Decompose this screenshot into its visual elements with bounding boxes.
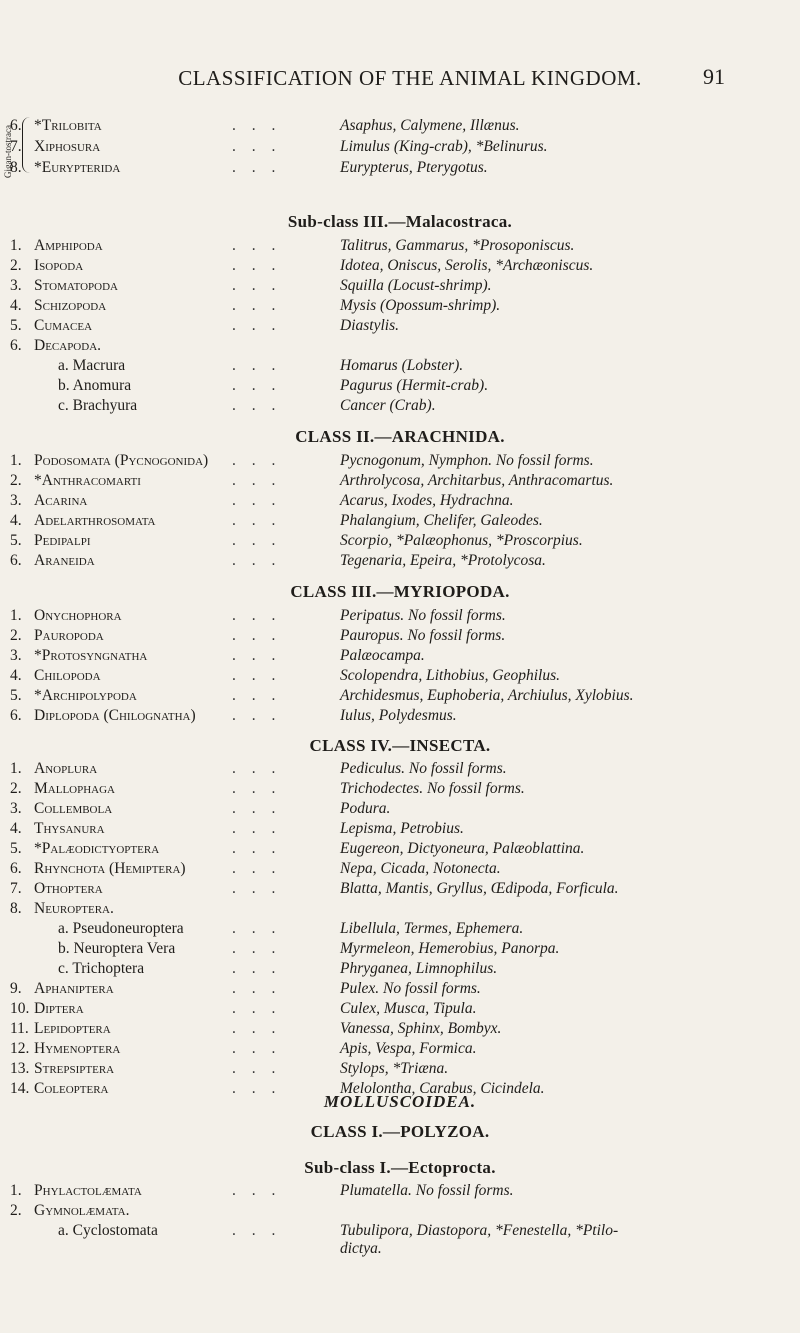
taxon-name: Adelarthrosomata <box>34 512 156 529</box>
taxon-number: 5. <box>10 317 22 334</box>
taxon-row <box>0 257 800 279</box>
taxon-name: Aphaniptera <box>34 980 114 997</box>
taxon-name: Coleoptera <box>34 1080 109 1097</box>
taxon-name: *Trilobita <box>34 117 102 134</box>
taxon-genera: Mysis (Opossum-shrimp). <box>340 297 501 314</box>
taxon-genera: Asaphus, Calymene, Illænus. <box>340 117 520 134</box>
taxon-row <box>0 552 800 574</box>
leader-dots: . . . <box>232 257 282 274</box>
taxon-name: Mallophaga <box>34 780 116 797</box>
taxon-name: Onychophora <box>34 607 122 624</box>
taxon-row <box>0 397 800 419</box>
leader-dots: . . . <box>232 317 282 334</box>
taxon-number: 6. <box>10 337 22 354</box>
taxon-number: 5. <box>10 532 22 549</box>
taxon-genera: Pauropus. No fossil forms. <box>340 627 506 644</box>
gigantostraca-side-label: Gigan-tostraca <box>3 125 13 178</box>
taxon-row <box>0 607 800 629</box>
taxon-genera: Tubulipora, Diastopora, *Fenestella, *Ptilo- <box>340 1222 619 1239</box>
taxon-row <box>0 840 800 862</box>
taxon-row <box>0 940 800 962</box>
taxon-name: c. Brachyura <box>58 397 138 414</box>
leader-dots: . . . <box>232 820 282 837</box>
taxon-number: 6. <box>10 707 22 724</box>
leader-dots: . . . <box>232 1020 282 1037</box>
leader-dots: . . . <box>232 472 282 489</box>
taxon-number: 2. <box>10 627 22 644</box>
taxon-name: Stomatopoda <box>34 277 119 294</box>
leader-dots: . . . <box>232 707 282 724</box>
taxon-number: 12. <box>10 1040 30 1057</box>
leader-dots: . . . <box>232 920 282 937</box>
leader-dots: . . . <box>232 552 282 569</box>
taxon-name: Othoptera <box>34 880 103 897</box>
myriopoda-heading: CLASS III.—MYRIOPODA. <box>290 582 510 601</box>
page-number: 91 <box>703 64 725 89</box>
taxon-genera: Nepa, Cicada, Notonecta. <box>340 860 501 877</box>
leader-dots: . . . <box>232 687 282 704</box>
taxon-row <box>0 1182 800 1204</box>
taxon-row <box>0 860 800 882</box>
leader-dots: . . . <box>232 1222 282 1239</box>
leader-dots: . . . <box>232 647 282 664</box>
taxon-row <box>0 512 800 534</box>
taxon-name: *Protosyngnatha <box>34 647 148 664</box>
leader-dots: . . . <box>232 159 282 176</box>
taxon-name: a. Pseudoneuroptera <box>58 920 184 937</box>
taxon-number: 1. <box>10 1182 22 1199</box>
taxon-number: 2. <box>10 257 22 274</box>
leader-dots: . . . <box>232 237 282 254</box>
insecta-heading: CLASS IV.—INSECTA. <box>309 736 491 755</box>
leader-dots: . . . <box>232 1080 282 1097</box>
taxon-row <box>0 667 800 689</box>
taxon-name: Chilopoda <box>34 667 101 684</box>
taxon-row <box>0 800 800 822</box>
taxon-name: Collembola <box>34 800 113 817</box>
leader-dots: . . . <box>232 940 282 957</box>
taxon-name: Acarina <box>34 492 88 509</box>
taxon-row <box>0 687 800 709</box>
taxon-number: 3. <box>10 277 22 294</box>
taxon-row <box>0 707 800 729</box>
taxon-row <box>0 920 800 942</box>
taxon-name: Neuroptera. <box>34 900 114 917</box>
taxon-name: Gymnolæmata. <box>34 1202 130 1219</box>
taxon-name: Decapoda. <box>34 337 102 354</box>
taxon-row <box>0 960 800 982</box>
malacostraca-heading: Sub-class III.—Malacostraca. <box>287 212 513 231</box>
leader-dots: . . . <box>232 860 282 877</box>
taxon-number: 3. <box>10 492 22 509</box>
taxon-genera: Trichodectes. No fossil forms. <box>340 780 525 797</box>
taxon-number: 3. <box>10 647 22 664</box>
taxon-genera: Iulus, Polydesmus. <box>340 707 457 724</box>
taxon-genera: Pagurus (Hermit-crab). <box>340 377 489 394</box>
leader-dots: . . . <box>232 1040 282 1057</box>
taxon-genera: Vanessa, Sphinx, Bombyx. <box>340 1020 502 1037</box>
taxon-number: 3. <box>10 800 22 817</box>
running-head: CLASSIFICATION OF THE ANIMAL KINGDOM. <box>178 66 642 90</box>
taxon-number: 1. <box>10 452 22 469</box>
taxon-row <box>0 297 800 319</box>
taxon-genera: Limulus (King-crab), *Belinurus. <box>340 138 548 155</box>
taxon-genera: Myrmeleon, Hemerobius, Panorpa. <box>340 940 560 957</box>
taxon-number: 7. <box>10 138 22 155</box>
taxon-name: Amphipoda <box>34 237 103 254</box>
taxon-row <box>0 980 800 1002</box>
taxon-number: 5. <box>10 687 22 704</box>
taxon-number: 9. <box>10 980 22 997</box>
molluscoidea-heading: MOLLUSCOIDEA. <box>323 1092 477 1111</box>
leader-dots: . . . <box>232 492 282 509</box>
taxon-genera: Pycnogonum, Nymphon. No fossil forms. <box>340 452 594 469</box>
taxon-genera: Eugereon, Dictyoneura, Palæoblattina. <box>340 840 585 857</box>
taxon-row <box>0 1040 800 1062</box>
taxon-genera: Cancer (Crab). <box>340 397 436 414</box>
taxon-number: 6. <box>10 552 22 569</box>
taxon-row <box>0 1222 800 1244</box>
taxon-genera: Phalangium, Chelifer, Galeodes. <box>340 512 543 529</box>
taxon-genera: Talitrus, Gammarus, *Prosoponiscus. <box>340 237 575 254</box>
taxon-genera: Eurypterus, Pterygotus. <box>340 159 488 176</box>
taxon-row <box>0 138 800 160</box>
taxon-genera: Tegenaria, Epeira, *Protolycosa. <box>340 552 546 569</box>
taxon-row <box>0 237 800 259</box>
leader-dots: . . . <box>232 880 282 897</box>
taxon-row <box>0 492 800 514</box>
taxon-name: a. Macrura <box>58 357 126 374</box>
leader-dots: . . . <box>232 800 282 817</box>
taxon-row <box>0 159 800 181</box>
taxon-genera: Palæocampa. <box>340 647 425 664</box>
taxon-name: Diptera <box>34 1000 84 1017</box>
taxon-name: Schizopoda <box>34 297 107 314</box>
taxon-genera: Squilla (Locust-shrimp). <box>340 277 492 294</box>
taxon-name: Hymenoptera <box>34 1040 121 1057</box>
taxon-number: 5. <box>10 840 22 857</box>
taxon-name: *Archipolypoda <box>34 687 137 704</box>
taxon-name: Araneida <box>34 552 95 569</box>
leader-dots: . . . <box>232 1182 282 1199</box>
taxon-genera: Podura. <box>340 800 391 817</box>
taxon-row <box>0 880 800 902</box>
taxon-genera: Homarus (Lobster). <box>340 357 464 374</box>
taxon-name: Phylactolæmata <box>34 1182 142 1199</box>
taxon-row <box>0 117 800 139</box>
taxon-number: 4. <box>10 667 22 684</box>
taxon-genera: Lepisma, Petrobius. <box>340 820 464 837</box>
taxon-number: 10. <box>10 1000 30 1017</box>
taxon-name: Xiphosura <box>34 138 101 155</box>
taxon-row <box>0 1060 800 1082</box>
arachnida-heading: CLASS II.—ARACHNIDA. <box>295 427 505 446</box>
leader-dots: . . . <box>232 117 282 134</box>
taxon-genera: Arthrolycosa, Architarbus, Anthracomartus. <box>340 472 614 489</box>
taxon-name: c. Trichoptera <box>58 960 145 977</box>
taxon-row <box>0 760 800 782</box>
taxon-number: 7. <box>10 880 22 897</box>
taxon-genera: Pulex. No fossil forms. <box>340 980 481 997</box>
taxon-number: 4. <box>10 820 22 837</box>
taxon-row <box>0 472 800 494</box>
taxon-name: Pedipalpi <box>34 532 91 549</box>
taxon-name: b. Anomura <box>58 377 132 394</box>
continuation-line: dictya. <box>340 1240 382 1257</box>
leader-dots: . . . <box>232 377 282 394</box>
taxon-number: 2. <box>10 780 22 797</box>
taxon-name: *Eurypterida <box>34 159 121 176</box>
leader-dots: . . . <box>232 627 282 644</box>
taxon-genera: Libellula, Termes, Ephemera. <box>340 920 524 937</box>
taxon-genera: Melolontha, Carabus, Cicindela. <box>340 1080 545 1097</box>
taxon-genera: Pediculus. No fossil forms. <box>340 760 507 777</box>
taxon-genera: Scolopendra, Lithobius, Geophilus. <box>340 667 561 684</box>
leader-dots: . . . <box>232 397 282 414</box>
leader-dots: . . . <box>232 532 282 549</box>
leader-dots: . . . <box>232 960 282 977</box>
taxon-number: 1. <box>10 237 22 254</box>
taxon-number: 8. <box>10 900 22 917</box>
taxon-name: Anoplura <box>34 760 98 777</box>
taxon-row <box>0 452 800 474</box>
taxon-name: Lepidoptera <box>34 1020 111 1037</box>
ectoprocta-heading: Sub-class I.—Ectoprocta. <box>304 1158 496 1177</box>
taxon-genera: Idotea, Oniscus, Serolis, *Archæoniscus. <box>340 257 594 274</box>
leader-dots: . . . <box>232 277 282 294</box>
taxon-genera: Stylops, *Triæna. <box>340 1060 449 1077</box>
taxon-row <box>0 780 800 802</box>
leader-dots: . . . <box>232 1060 282 1077</box>
taxon-row <box>0 357 800 379</box>
leader-dots: . . . <box>232 1000 282 1017</box>
taxon-genera: Scorpio, *Palæophonus, *Proscorpius. <box>340 532 583 549</box>
taxon-number: 8. <box>10 159 22 176</box>
taxon-genera: Acarus, Ixodes, Hydrachna. <box>340 492 514 509</box>
taxon-genera: Culex, Musca, Tipula. <box>340 1000 477 1017</box>
taxon-number: 1. <box>10 607 22 624</box>
taxon-row <box>0 337 800 359</box>
taxon-number: 13. <box>10 1060 30 1077</box>
taxon-name: b. Neuroptera Vera <box>58 940 176 957</box>
taxon-row <box>0 1000 800 1022</box>
taxon-name: Strepsiptera <box>34 1060 115 1077</box>
leader-dots: . . . <box>232 138 282 155</box>
taxon-name: Diplopoda (Chilognatha) <box>34 707 196 724</box>
leader-dots: . . . <box>232 840 282 857</box>
taxon-name: Isopoda <box>34 257 84 274</box>
taxon-name: Thysanura <box>34 820 105 837</box>
taxon-number: 4. <box>10 297 22 314</box>
taxon-row <box>0 627 800 649</box>
taxon-name: Podosomata (Pycnogonida) <box>34 452 209 469</box>
leader-dots: . . . <box>232 452 282 469</box>
taxon-number: 6. <box>10 860 22 877</box>
taxon-genera: Peripatus. No fossil forms. <box>340 607 506 624</box>
taxon-genera: Plumatella. No fossil forms. <box>340 1182 514 1199</box>
taxon-row <box>0 277 800 299</box>
taxon-name: Cumacea <box>34 317 93 334</box>
leader-dots: . . . <box>232 667 282 684</box>
taxon-row <box>0 647 800 669</box>
taxon-genera: Apis, Vespa, Formica. <box>340 1040 477 1057</box>
taxon-number: 11. <box>10 1020 29 1037</box>
taxon-name: *Palæodictyoptera <box>34 840 160 857</box>
taxon-number: 4. <box>10 512 22 529</box>
taxon-number: 2. <box>10 472 22 489</box>
taxon-row <box>0 900 800 922</box>
taxon-genera: Archidesmus, Euphoberia, Archiulus, Xylobius. <box>340 687 634 704</box>
taxon-row <box>0 377 800 399</box>
taxon-number: 1. <box>10 760 22 777</box>
leader-dots: . . . <box>232 512 282 529</box>
taxon-name: *Anthracomarti <box>34 472 141 489</box>
taxon-name: Pauropoda <box>34 627 104 644</box>
taxon-genera: Diastylis. <box>340 317 399 334</box>
taxon-row <box>0 820 800 842</box>
taxon-genera: Blatta, Mantis, Gryllus, Œdipoda, Forficula. <box>340 880 619 897</box>
polyzoa-heading: CLASS I.—POLYZOA. <box>310 1122 490 1141</box>
taxon-row <box>0 1202 800 1224</box>
leader-dots: . . . <box>232 297 282 314</box>
leader-dots: . . . <box>232 780 282 797</box>
taxon-name: a. Cyclostomata <box>58 1222 158 1239</box>
taxon-row <box>0 1020 800 1042</box>
taxon-genera: Phryganea, Limnophilus. <box>340 960 498 977</box>
taxon-row <box>0 532 800 554</box>
leader-dots: . . . <box>232 607 282 624</box>
taxon-row <box>0 317 800 339</box>
leader-dots: . . . <box>232 760 282 777</box>
taxon-name: Rhynchota (Hemiptera) <box>34 860 186 877</box>
taxon-number: 6. <box>10 117 22 134</box>
taxon-number: 14. <box>10 1080 30 1097</box>
leader-dots: . . . <box>232 357 282 374</box>
taxon-number: 2. <box>10 1202 22 1219</box>
leader-dots: . . . <box>232 980 282 997</box>
